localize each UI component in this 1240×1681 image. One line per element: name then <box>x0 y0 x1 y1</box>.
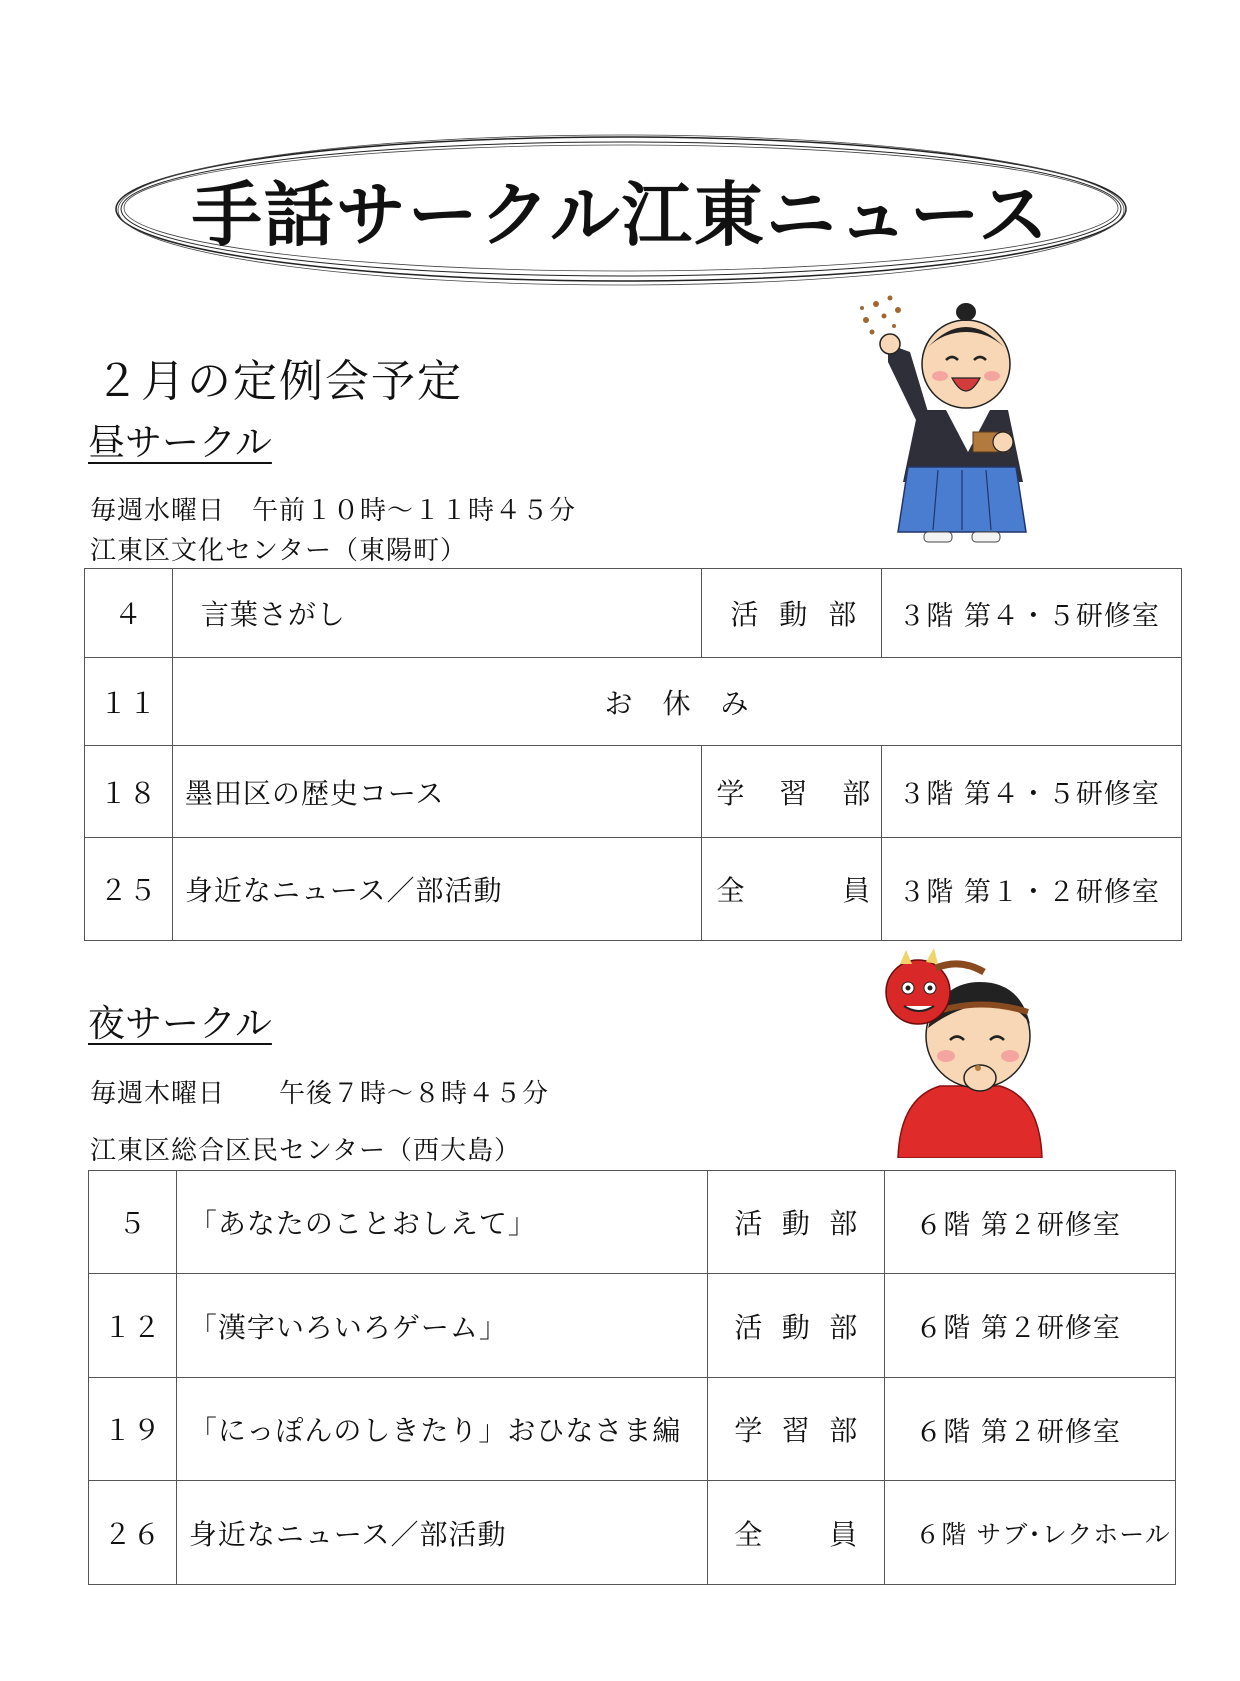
dept-cell: 活 動 部 <box>708 1274 885 1378</box>
dept-cell: 全 員 <box>702 838 882 941</box>
dept-cell: 活 動 部 <box>702 569 882 658</box>
closed-note-cell: お 休 み <box>172 658 1181 746</box>
room-cell: ６階 第２研修室 <box>885 1378 1176 1481</box>
bean-throwing-man-illustration <box>858 292 1058 554</box>
day-cell: ４ <box>85 569 173 658</box>
room-cell: ６階 第２研修室 <box>885 1274 1176 1378</box>
table-row <box>85 658 1182 746</box>
title-banner <box>112 130 1130 288</box>
day-circle-venue: 江東区文化センター（東陽町） <box>90 536 467 566</box>
child-with-oni-mask-illustration <box>880 948 1060 1158</box>
night-circle-heading: 夜サークル <box>88 1002 272 1045</box>
topic-cell: 身近なニュース／部活動 <box>176 1481 707 1585</box>
table-row <box>85 838 1182 941</box>
topic-cell: 「にっぽんのしきたり」おひなさま編 <box>176 1378 707 1481</box>
day-cell: １９ <box>89 1378 177 1481</box>
day-cell: １１ <box>85 658 173 746</box>
day-circle-table <box>84 568 1182 941</box>
topic-cell: 墨田区の歴史コース <box>172 746 701 838</box>
dept-cell: 全 員 <box>708 1481 885 1585</box>
table-row <box>89 1171 1176 1274</box>
topic-cell: 「あなたのことおしえて」 <box>176 1171 707 1274</box>
topic-cell: 「漢字いろいろゲーム」 <box>176 1274 707 1378</box>
dept-cell: 学 習 部 <box>702 746 882 838</box>
day-cell: １８ <box>85 746 173 838</box>
day-cell: ２６ <box>89 1481 177 1585</box>
day-cell: ２５ <box>85 838 173 941</box>
room-cell: ３階 第４・５研修室 <box>882 569 1182 658</box>
day-cell: １２ <box>89 1274 177 1378</box>
dept-cell: 活 動 部 <box>708 1171 885 1274</box>
table-row <box>85 746 1182 838</box>
room-cell: ３階 第１・２研修室 <box>882 838 1182 941</box>
table-row <box>85 569 1182 658</box>
night-circle-venue: 江東区総合区民センター（西大島） <box>90 1136 521 1166</box>
room-cell: ３階 第４・５研修室 <box>882 746 1182 838</box>
table-row <box>89 1481 1176 1585</box>
page-title: 手話サークル江東ニュース <box>191 173 1051 256</box>
day-circle-heading: 昼サークル <box>88 421 272 464</box>
room-cell: ６階 サブ･レクホール <box>885 1481 1176 1585</box>
table-row <box>89 1378 1176 1481</box>
day-circle-schedule: 毎週水曜日 午前１０時～１１時４５分 <box>90 496 577 526</box>
month-heading: ２月の定例会予定 <box>95 356 463 407</box>
night-circle-table <box>88 1170 1176 1585</box>
topic-cell: 身近なニュース／部活動 <box>172 838 701 941</box>
room-cell: ６階 第２研修室 <box>885 1171 1176 1274</box>
topic-cell: 言葉さがし <box>172 569 701 658</box>
table-row <box>89 1274 1176 1378</box>
day-cell: ５ <box>89 1171 177 1274</box>
dept-cell: 学 習 部 <box>708 1378 885 1481</box>
night-circle-schedule: 毎週木曜日 午後７時～８時４５分 <box>90 1079 550 1109</box>
